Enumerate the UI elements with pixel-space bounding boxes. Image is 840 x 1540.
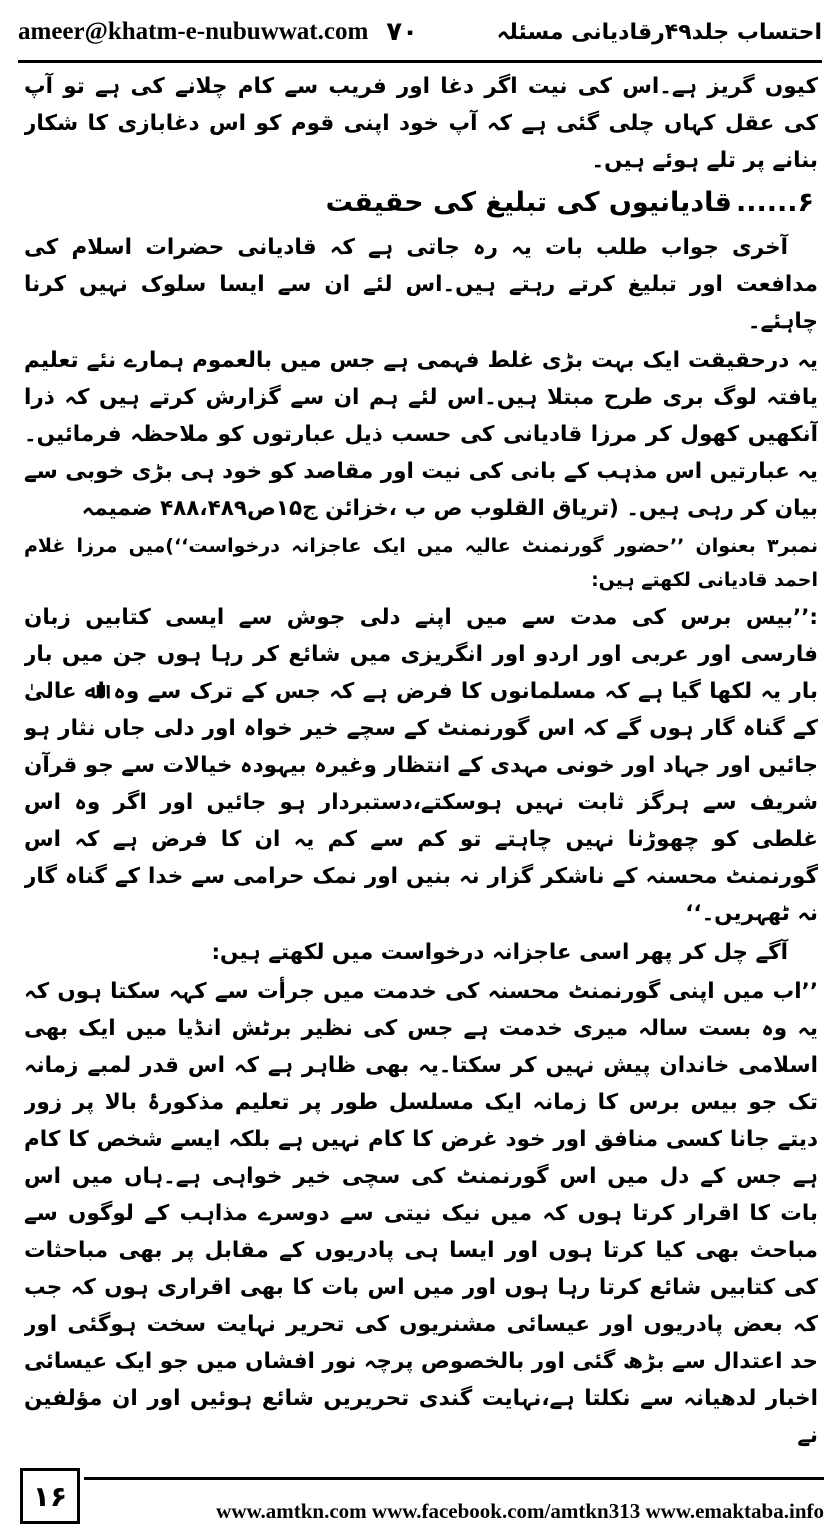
quote-paragraph: :’’بیس برس کی مدت سے میں اپنے دلی جوش سے ایسی کتابیں زبان فارسی اور عربی اور اردو اور انگریزی میں شائع کر رہا ہوں جن میں بار بار یہ لکھا گیا ہے کہ مسلمانوں کا فرض ہے کہ جس کے ترک سے وہ اﷲ عالیٰ کے گناہ گار ہوں گے کہ اس گورنمنٹ کے سچے خیر خواہ اور دلی جاں نثار ہو جائیں اور جہاد اور خونی مہدی کے انتظار وغیرہ بیہودہ خیالات سے جو قرآن شریف سے ہرگز ثابت نہیں ہوسکتے،دستبردار ہو جائیں اور اگر وہ اس غلطی کو چھوڑنا نہیں چاہتے تو کم سے کم یہ ان کا فرض ہے کہ اس گورنمنٹ محسنہ کے ناشکر گزار نہ بنیں اور نمک حرامی سے خدا کے گناہ گار نہ ٹھہریں۔‘‘ [24, 605, 818, 926]
body-paragraph: آگے چل کر پھر اسی عاجزانہ درخواست میں لکھتے ہیں: [211, 940, 788, 965]
citation-line: نمبر۳ بعنوان ’’حضور گورنمنٹ عالیہ میں ایک عاجزانہ درخواست‘‘)میں مرزا غلام احمد قادیانی لکھتے ہیں: [24, 535, 818, 591]
section-heading [24, 181, 818, 225]
section-heading-text: قادیانیوں کی تبلیغ کی حقیقت [325, 187, 732, 218]
footer-page-number: ۱۶ [32, 1479, 68, 1513]
page-body [24, 68, 818, 1448]
body-paragraph: یہ درحقیقت ایک بہت بڑی غلط فہمی ہے جس میں بالعموم ہمارے نئے تعلیم یافتہ لوگ بری طرح مبتلا ہیں۔اس لئے ہم ان سے گزارش کرتے ہیں کہ ذرا آنکھیں کھول کر مرزا قادیانی کی حسب ذیل عبارتوں کو ملاحظہ فرمائیں۔یہ عبارتیں اس مذہب کے بانی کی نیت اور مقاصد کو خود ہی بڑی خوبی سے بیان کر رہی ہیں۔ (تریاق القلوب ص ب ،خزائن ج۱۵ص۴۸۸،۴۸۹ ضمیمہ [24, 348, 818, 521]
header-title: احتساب جلد۴۹رقادیانی مسئلہ [496, 19, 822, 45]
page-header [18, 12, 822, 52]
footer-page-box [20, 1468, 80, 1524]
page-footer [0, 1456, 840, 1540]
body-paragraph: آخری جواب طلب بات یہ رہ جاتی ہے کہ قادیانی حضرات اسلام کی مدافعت اور تبلیغ کرتے رہتے ہیں۔اس لئے ان سے ایسا سلوک نہیں کرنا چاہئے۔ [24, 235, 818, 334]
quote-paragraph: ’’اب میں اپنی گورنمنٹ محسنہ کی خدمت میں جرأت سے کہہ سکتا ہوں کہ یہ وہ بست سالہ میری خدمت ہے جس کی نظیر برٹش انڈیا میں ایک بھی اسلامی خاندان پیش نہیں کر سکتا۔یہ بھی ظاہر ہے کہ اس قدر لمبے زمانہ تک جو بیس برس کا زمانہ ایک مسلسل طور پر تعلیم مذکورۂ بالا پر زور دیتے جانا کسی منافق اور خود غرض کا کام نہیں ہے بلکہ ایسے شخص کا کام ہے جس کے دل میں اس گورنمنٹ کی سچی خیر خواہی ہے۔ہاں میں اس بات کا اقرار کرتا ہوں کہ میں نیک نیتی سے دوسرے مذاہب کے لوگوں سے مباحث بھی کیا کرتا ہوں اور ایسا ہی پادریوں کے مقابل پر بھی مباحثات کی کتابیں شائع کرتا رہا ہوں اور میں اس بات کا بھی اقراری ہوں کہ جب کہ بعض پادریوں اور عیسائی مشنریوں کی تحریر نہایت سخت ہوگئی اور حد اعتدال سے بڑھ گئی اور بالخصوص پرچہ نور افشاں میں جو ایک عیسائی اخبار لدھیانہ سے نکلتا ہے،نہایت گندی تحریریں شائع ہوئیں اور ان مؤلفین نے [24, 979, 818, 1448]
body-paragraph: کیوں گریز ہے۔اس کی نیت اگر دغا اور فریب سے کام چلانے کی ہے تو آپ کی عقل کہاں چلی گئی ہے کہ آپ خود اپنی قوم کو اس دغابازی کا شکار بنانے پر تلے ہوئے ہیں۔ [24, 74, 818, 173]
header-divider [18, 60, 822, 63]
footer-links: www.amtkn.com www.facebook.com/amtkn313 www.emaktaba.info [216, 1499, 824, 1523]
footer-divider [84, 1477, 824, 1480]
header-left [18, 17, 418, 47]
section-heading-number: ۶...... [735, 187, 814, 218]
header-page-number: ۷۰ [386, 17, 419, 47]
header-email: ameer@khatm-e-nubuwwat.com [18, 18, 369, 45]
